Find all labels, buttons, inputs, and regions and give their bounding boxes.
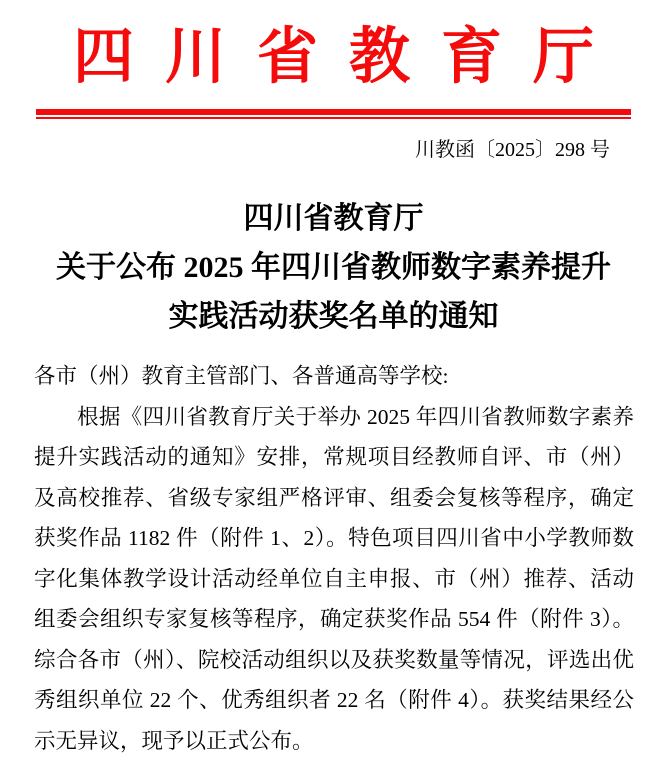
doc-title-line-3: 实践活动获奖名单的通知 (168, 300, 499, 333)
doc-title (20, 194, 647, 341)
rule-thick-line (36, 109, 631, 115)
letterhead (0, 0, 667, 119)
doc-body (34, 356, 634, 760)
body-paragraph: 根据《四川省教育厅关于举办 2025 年四川省教师数字素养提升实践活动的通知》安排，常规项目经教师自评、市（州）及高校推荐、省级专家组严格评审、组委会复核等程序，确定获奖作品 1182 件（附件 1、2）。特色项目四川省中小学教师数字化集体教学设计活动经单位自主申报、市（州）推荐、活动组委会组织专家复核等程序，确定获奖作品 554 件（附件 3）。综合各市（州）、院校活动组织以及获奖数量等情况，评选出优秀组织单位 22 个、优秀组织者 22 名（附件 4）。获奖结果经公示无异议，现予以正式公布。 (34, 404, 634, 753)
red-double-rule (36, 109, 631, 119)
doc-number: 川教函〔2025〕298 号 (415, 139, 610, 161)
org-name-heading: 四川省教育厅 (72, 24, 625, 91)
doc-title-line-2: 关于公布 2025 年四川省教师数字素养提升 (56, 251, 611, 284)
salutation: 各市（州）教育主管部门、各普通高等学校: (34, 364, 449, 388)
doc-title-line-1: 四川省教育厅 (243, 202, 424, 235)
rule-thin-line (36, 117, 631, 119)
